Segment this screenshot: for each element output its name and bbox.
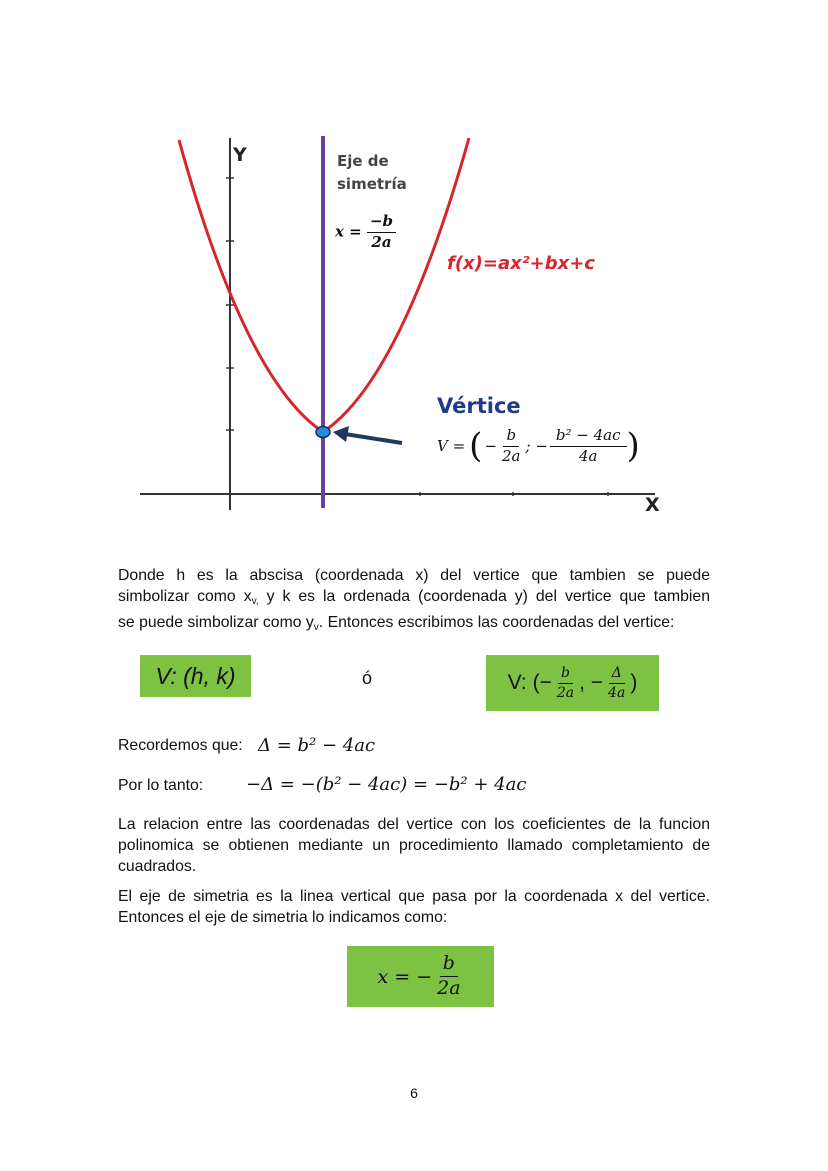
vertex-arrow-line [345,434,402,443]
x-axis-label: X [645,494,660,516]
paragraph-symmetry-axis: El eje de simetria es la linea vertical que pasa por la coordenada x del vertice. Entonces el eje de simetria lo indicamos como: [118,888,710,926]
vertex-point [316,427,330,438]
paragraph-completing-square: La relacion entre las coordenadas del vertice con los coeficientes de la funcion polinomica se obtienen mediante un procedimiento llamado completamiento de cuadrados. [118,816,710,875]
delta-formula: Δ = b² − 4ac [258,735,376,756]
vertex-form-delta-box: V: (− $\frac{b}{2a}$ , − $\frac{\Delta}{4a}$ ) [486,655,659,711]
symmetry-axis-formula-box: x = − $\frac{b}{2a}$ [347,946,494,1007]
page-number: 6 [410,1085,418,1101]
or-text: ó [362,668,373,688]
neg-delta-formula: −Δ = −(b² − 4ac) = −b² + 4ac [246,774,527,795]
parabola-figure [135,130,675,525]
vertex-title: Vértice [437,394,521,418]
y-axis-label: Y [233,144,247,166]
symmetry-title: Eje de simetría [337,152,407,193]
paragraph-vertex-coordinates: Donde h es la abscisa (coordenada x) del vertice que tambien se puede simbolizar como $x_{v,}$ y k es la ordenada (coordenada y) del vertice que tambien se puede simbolizar como $y_v$. Entonces escribimos las coordenadas del vertice: [118,567,710,633]
recordemos-label: Recordemos que: [118,737,243,754]
por-lo-tanto-label: Por lo tanto: [118,777,204,794]
vertex-form-hk-box: V: (h, k) [140,655,251,697]
symmetry-formula: x = $\frac{-b}{2a}$ [335,214,396,251]
vertex-formula: V = ( − $\frac{b}{2a}$ ; − $\frac{\text{b² − 4ac}}{4a}$ ) [437,425,640,466]
function-label: f(x)=ax²+bx+c [447,253,595,274]
vertex-arrow-head [333,426,349,442]
